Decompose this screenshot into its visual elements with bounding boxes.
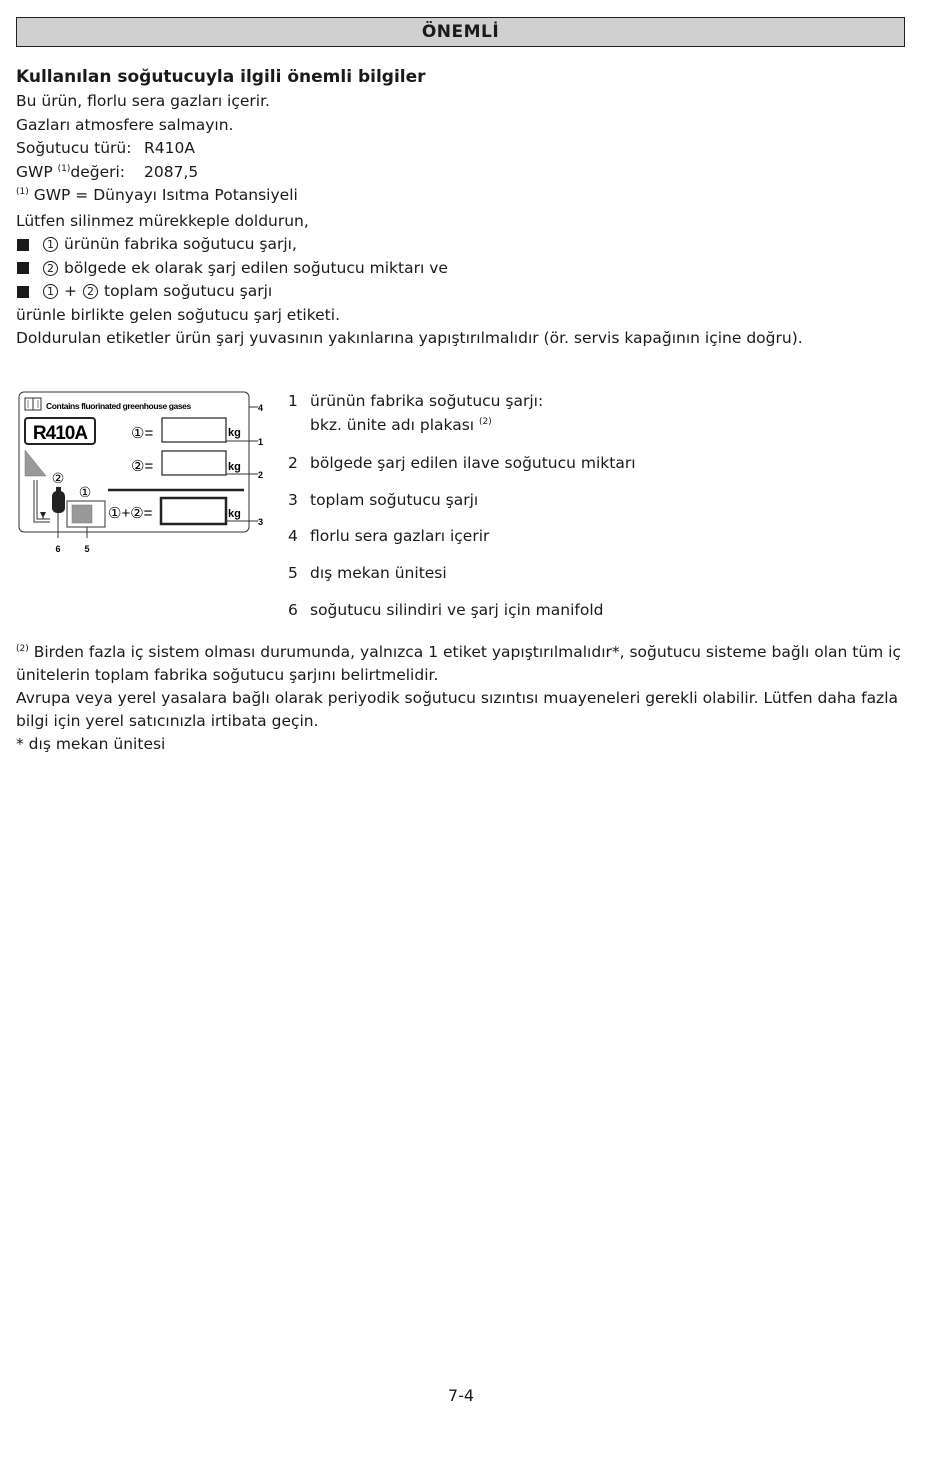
- refrigerant-row: [16, 137, 916, 161]
- legend-item-6: 6 soğutucu silindiri ve şarj için manifold: [288, 601, 604, 619]
- circled-number: 1: [43, 237, 58, 252]
- note-2: Avrupa veya yerel yasalara bağlı olarak periyodik soğutucu sızıntısı muayeneleri gerekli olabilir. Lütfen daha fazla bilgi için yerel satıcınızla irtibata geçin.: [16, 689, 899, 730]
- square-bullet-icon: [17, 262, 29, 274]
- label-banner-text: Contains fluorinated greenhouse gases: [46, 401, 191, 411]
- intro-line-1: Bu ürün, florlu sera gazları içerir.: [16, 92, 270, 110]
- label-unit-3: kg: [228, 508, 241, 520]
- label-eq-3: ①+②=: [108, 505, 153, 522]
- circled-number: 2: [83, 284, 98, 299]
- legend-item-2: 2 bölgede şarj edilen ilave soğutucu miktarı: [288, 454, 636, 472]
- fill-instruction: Lütfen silinmez mürekkeple doldurun,: [16, 211, 309, 230]
- page-number: 7-4: [447, 1386, 475, 1405]
- refrigerant-label: Soğutucu türü:: [16, 139, 132, 157]
- list-item: 2 bölgede ek olarak şarj edilen soğutucu miktarı ve: [16, 257, 916, 281]
- legend-item-1: 1 ürünün fabrika soğutucu şarjı: bkz. ünite adı plakası $^{(2)}$: [288, 392, 544, 434]
- section-title: ÖNEMLİ: [421, 22, 500, 42]
- gwp-row: [16, 161, 916, 185]
- callout-2: 2: [258, 470, 264, 480]
- refrigerant-label-figure: [14, 388, 274, 558]
- square-bullet-icon: [17, 286, 29, 298]
- callout-6: 6: [55, 544, 61, 554]
- square-bullet-icon: [17, 239, 29, 251]
- callout-3: 3: [258, 517, 264, 527]
- label-unit-2: kg: [228, 461, 241, 473]
- manual-book-icon: [25, 398, 41, 410]
- note-3: * dış mekan ünitesi: [16, 735, 166, 753]
- circled-number: 2: [43, 261, 58, 276]
- circled-number: 1: [43, 284, 58, 299]
- list-item: 1 ürünün fabrika soğutucu şarjı,: [16, 233, 916, 257]
- note-1: $^{(2)}$ Birden fazla iç sistem olması durumunda, yalnızca 1 etiket yapıştırılmalıdır*, soğutucu sisteme bağlı olan tüm iç ünitelerin toplam fabrika soğutucu şarjını belirtmelidir.: [16, 643, 902, 684]
- line-after-2: Doldurulan etiketler ürün şarj yuvasının yakınlarına yapıştırılmalıdır (ör. servis kapağının içine doğru).: [16, 329, 803, 347]
- callout-5: 5: [84, 544, 90, 554]
- label-eq-1: ①=: [131, 425, 154, 442]
- gwp-label: GWP $^{(1)}$değeri:: [16, 162, 126, 181]
- notes-section: [16, 641, 916, 757]
- intro-heading: Kullanılan soğutucuyla ilgili önemli bilgiler: [16, 67, 426, 87]
- legend-item-5: 5 dış mekan ünitesi: [288, 564, 447, 582]
- label-unit-1: kg: [228, 427, 241, 439]
- label-unit-num: ①: [78, 484, 92, 500]
- gwp-value: 2087,5: [144, 162, 199, 181]
- callout-4: 4: [258, 403, 264, 413]
- legend-item-3: 3 toplam soğutucu şarjı: [288, 491, 479, 509]
- label-cylinder-num: ②: [51, 470, 65, 486]
- section-header: [16, 17, 905, 47]
- list-item: 1 + 2 toplam soğutucu şarjı: [16, 280, 916, 304]
- label-eq-2: ②=: [131, 458, 154, 475]
- footnote-1: $^{(1)}$ GWP = Dünyayı Isıtma Potansiyeli: [16, 186, 298, 204]
- refrigerant-value: R410A: [144, 139, 195, 157]
- legend-item-4: 4 florlu sera gazları içerir: [288, 527, 490, 545]
- line-after-1: ürünle birlikte gelen soğutucu şarj etiketi.: [16, 305, 340, 324]
- label-refrigerant-badge: R410A: [32, 423, 88, 444]
- callout-1: 1: [258, 437, 264, 447]
- intro-section: [16, 64, 916, 351]
- intro-line-2: Gazları atmosfere salmayın.: [16, 115, 234, 134]
